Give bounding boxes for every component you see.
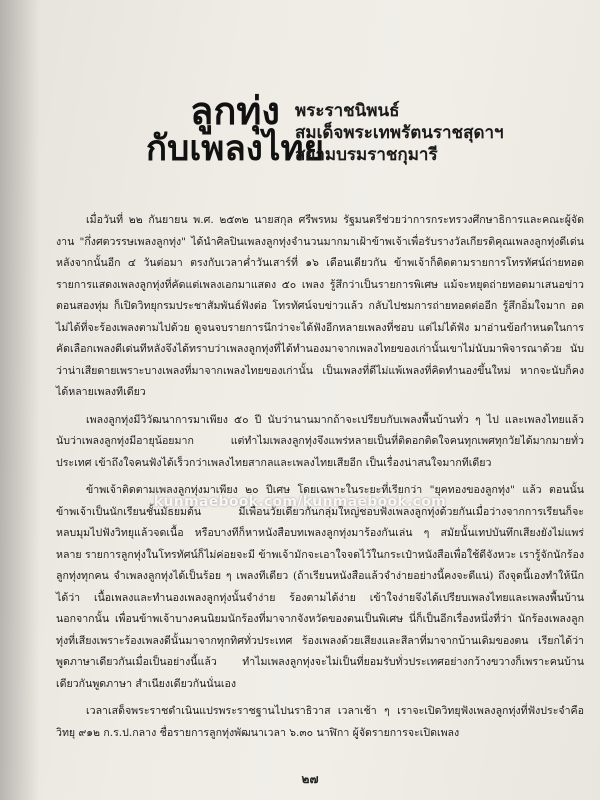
title-block: [145, 89, 590, 182]
paragraph: เมื่อวันที่ ๒๒ กันยายน พ.ศ. ๒๕๓๒ นายสกุล ศรีพรหม รัฐมนตรีช่วยว่าการกระทรวงศึกษาธิการและคณะผู้จัดงาน "กึ่งศตวรรษเพลงลูกทุ่ง" ได้นำศิลปินเพลงลูกทุ่งจำนวนมากมาเฝ้าข้าพเจ้าเพื่อรับรางวัลเกียรติคุณเพลงลูกทุ่งดีเด่น หลังจากนั้นอีก ๔ วันต่อมา ตรงกับเวลาค่ำวันเสาร์ที่ ๑๖ เดือนเดียวกัน ข้าพเจ้าก็ติดตามรายการโทรทัศน์ถ่ายทอดรายการแสดงเพลงลูกทุ่งที่คัดแต่เพลงเอกมาแสดง ๕๐ เพลง รู้สึกว่าเป็นรายการพิเศษ แม้จะหยุดถ่ายทอดมาเสนอข่าวตอนสองทุ่ม ก็เปิดวิทยุกรมประชาสัมพันธ์ฟังต่อ โทรทัศน์จบข่าวแล้ว กลับไปชมการถ่ายทอดต่ออีก รู้สึกอิ่มใจมาก อดไม่ได้ที่จะร้องเพลงตามไปด้วย ดูจนจบรายการนึกว่าจะได้ฟังอีกหลายเพลงที่ชอบ แต่ไม่ได้ฟัง มาอ่านข้อกำหนดในการคัดเลือกเพลงดีเด่นทีหลังจึงได้ทราบว่าเพลงลูกทุ่งที่ได้ทำนองมาจากเพลงไทยของเก่านั้นเขาไม่นับมาพิจารณาด้วย นับว่าน่าเสียดายเพราะบางเพลงที่มาจากเพลงไทยของเก่านั้น เป็นเพลงที่ดีไม่แพ้เพลงที่คิดทำนองขึ้นใหม่ หากจะนับก็คงได้หลายเพลงทีเดียว: [56, 214, 584, 398]
subtitle-line3: สยามบรมราชกุมารี: [295, 145, 438, 165]
subtitle: [295, 100, 585, 166]
page-shadow: [0, 0, 40, 800]
main-title-line1: ลูกทุ่ง: [190, 89, 280, 133]
body-text: [56, 210, 584, 750]
subtitle-line2: สมเด็จพระเทพรัตนราชสุดาฯ: [295, 123, 504, 143]
subtitle-line1: พระราชนิพนธ์: [295, 101, 400, 121]
paragraph: เพลงลูกทุ่งมีวิวัฒนาการมาเพียง ๕๐ ปี นับว่านานมากถ้าจะเปรียบกับเพลงพื้นบ้านทั่ว ๆ ไป และเพลงไทยแล้ว นับว่าเพลงลูกทุ่งมีอายุน้อยมาก แต่ทำไมเพลงลูกทุ่งจึงแพร่หลายเป็นที่ติดอกติดใจคนทุกเพศทุกวัยได้มากมายทั่วประเทศ เข้าถึงใจคนฟังได้เร็วกว่าเพลงไทยสากลและเพลงไทยเสียอีก เป็นเรื่องน่าสนใจมากทีเดียว: [56, 413, 584, 469]
main-title-line2: กับเพลงไทย: [145, 129, 325, 169]
main-title: [145, 89, 325, 169]
paragraph: เวลาเสด็จพระราชดำเนินแปรพระราชฐานไปนราธิวาส เวลาเช้า ๆ เราจะเปิดวิทยุฟังเพลงลูกทุ่งที่ฟังประจำคือวิทยุ ๙๑๒ ก.ร.ป.กลาง ชื่อรายการลูกทุ่งพัฒนาเวลา ๖.๓๐ นาฬิกา ผู้จัดรายการจะเปิดเพลง: [56, 705, 584, 739]
watermark: kunmaebook.com/kunmaebook.com: [153, 494, 447, 510]
page-number: ๒๗: [301, 772, 319, 786]
paragraph: ข้าพเจ้าติดตามเพลงลูกทุ่งมาเพียง ๒๐ ปีเศษ โดยเฉพาะในระยะที่เรียกว่า "ยุคทองของลูกทุ่ง" แล้ว ตอนนั้นข้าพเจ้าเป็นนักเรียนชั้นมัธยมต้น มีเพื่อนวัยเดียวกันกลุ่มใหญ่ชอบฟังเพลงลูกทุ่งด้วยกันเมื่อว่างจากการเรียนก็จะหลบมุมไปฟังวิทยุแล้วจดเนื้อ หรือบางทีก็หาหนังสือบทเพลงลูกทุ่งมาร้องกันเล่น ๆ สมัยนั้นเทปบันทึกเสียงยังไม่แพร่หลาย รายการลูกทุ่งในโทรทัศน์ก็ไม่ค่อยจะมี ข้าพเจ้ามักจะเอาใจจดไว้ในกระเป๋าหนังสือเพื่อใช้ดีจังหวะ เรารู้จักนักร้องลูกทุ่งทุกคน จำเพลงลูกทุ่งได้เป็นร้อย ๆ เพลงทีเดียว (ถ้าเรียนหนังสือแล้วจำง่ายอย่างนี้คงจะดีแน่) ถึงจุดนี้เองทำให้นึกได้ว่า เนื้อเพลงและทำนองเพลงลูกทุ่งนั้นจำง่าย ร้องตามได้ง่าย เข้าใจง่ายจึงได้เปรียบเพลงไทยและเพลงพื้นบ้าน นอกจากนั้น เพื่อนข้าพเจ้าบางคนนิยมนักร้องที่มาจากจังหวัดของตนเป็นพิเศษ นี่ก็เป็นอีกเรื่องหนึ่งที่ว่า นักร้องเพลงลูกทุ่งที่เสียงเพราะร้องเพลงดีนั้นมาจากทุกทิศทั่วประเทศ ร้องเพลงด้วยเสียงและสีลาที่มาจากบ้านเดิมของตน เรียกได้ว่าพูดภาษาเดียวกันเมื่อเป็นอย่างนี้แล้ว ทำไมเพลงลูกทุ่งจะไม่เป็นที่ยอมรับทั่วประเทศอย่างกว้างขวางก็เพราะคนบ้านเดียวกันพูดภาษา สำเนียงเดียวกันนั่นเอง: [56, 484, 584, 690]
